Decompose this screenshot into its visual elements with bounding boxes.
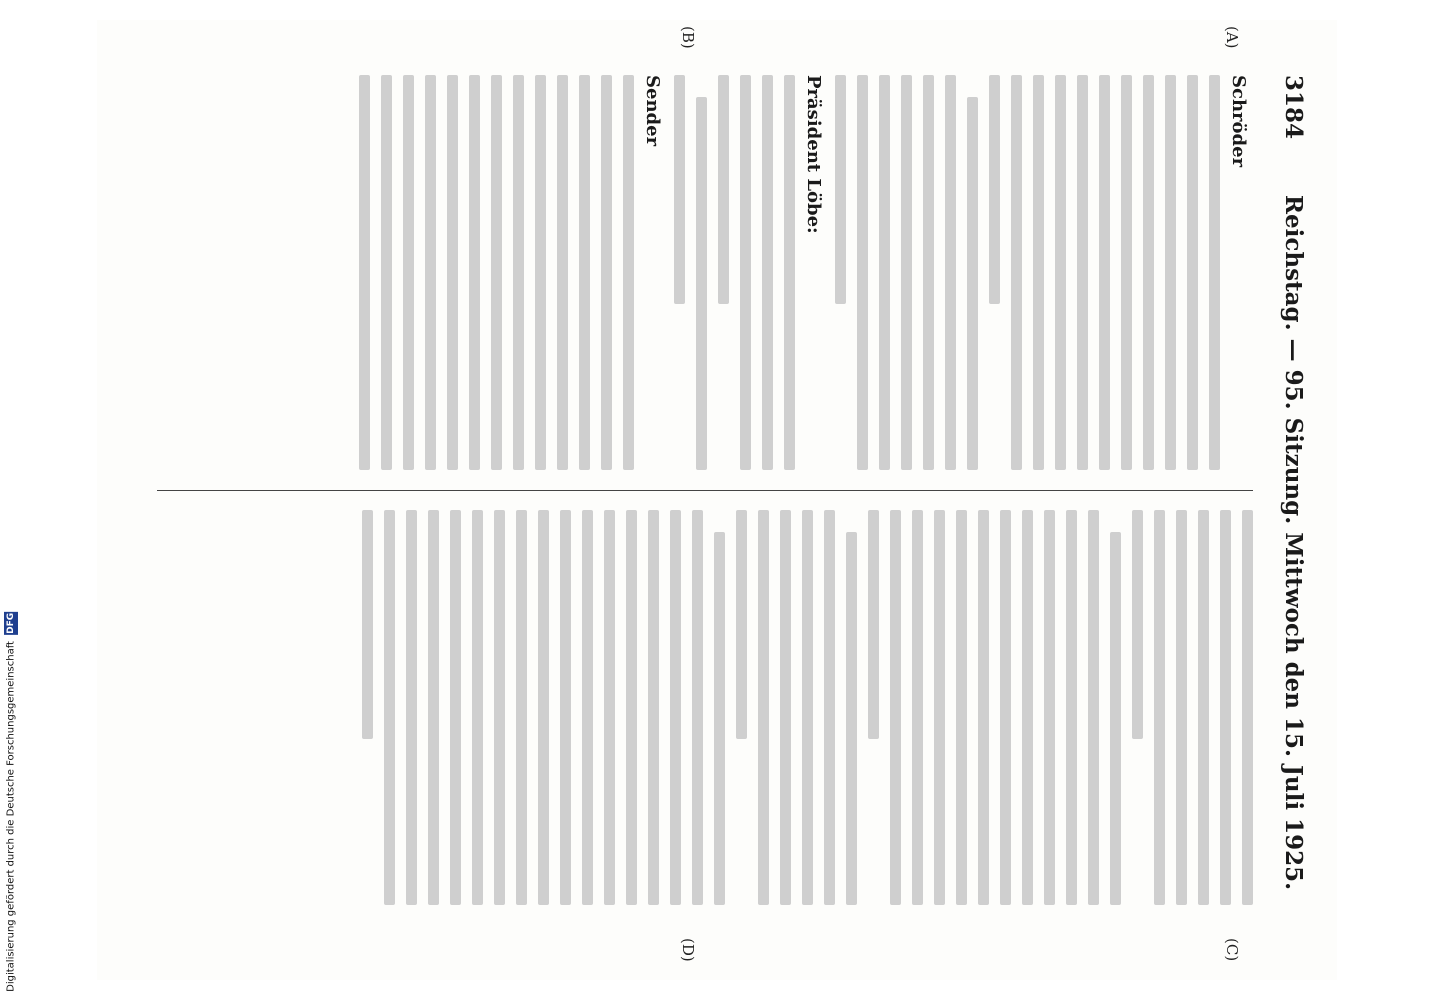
left-column	[137, 75, 1253, 470]
speaker-name: Sender	[642, 75, 663, 147]
dfg-logo: DFG	[6, 613, 16, 635]
document-page	[97, 20, 1337, 980]
footer	[4, 612, 18, 992]
page-title: Reichstag. — 95. Sitzung. Mittwoch den 15. Juli 1925.	[1280, 194, 1307, 891]
margin-mark-d: (D)	[679, 938, 697, 962]
speaker-name: Schröder	[1228, 75, 1249, 168]
margin-mark-a: (A)	[1223, 26, 1241, 49]
margin-mark-c: (C)	[1223, 938, 1241, 962]
footer-bar	[0, 0, 22, 1000]
page-header	[1271, 75, 1307, 920]
right-column	[137, 510, 1253, 905]
page-number: 3184	[1280, 75, 1307, 140]
speaker-name: Präsident Löbe:	[803, 75, 824, 234]
footer-text: Digitalisierung gefördert durch die Deutsche Forschungsgemeinschaft	[5, 641, 17, 992]
margin-mark-b: (B)	[679, 26, 697, 49]
column-divider	[157, 490, 1253, 491]
